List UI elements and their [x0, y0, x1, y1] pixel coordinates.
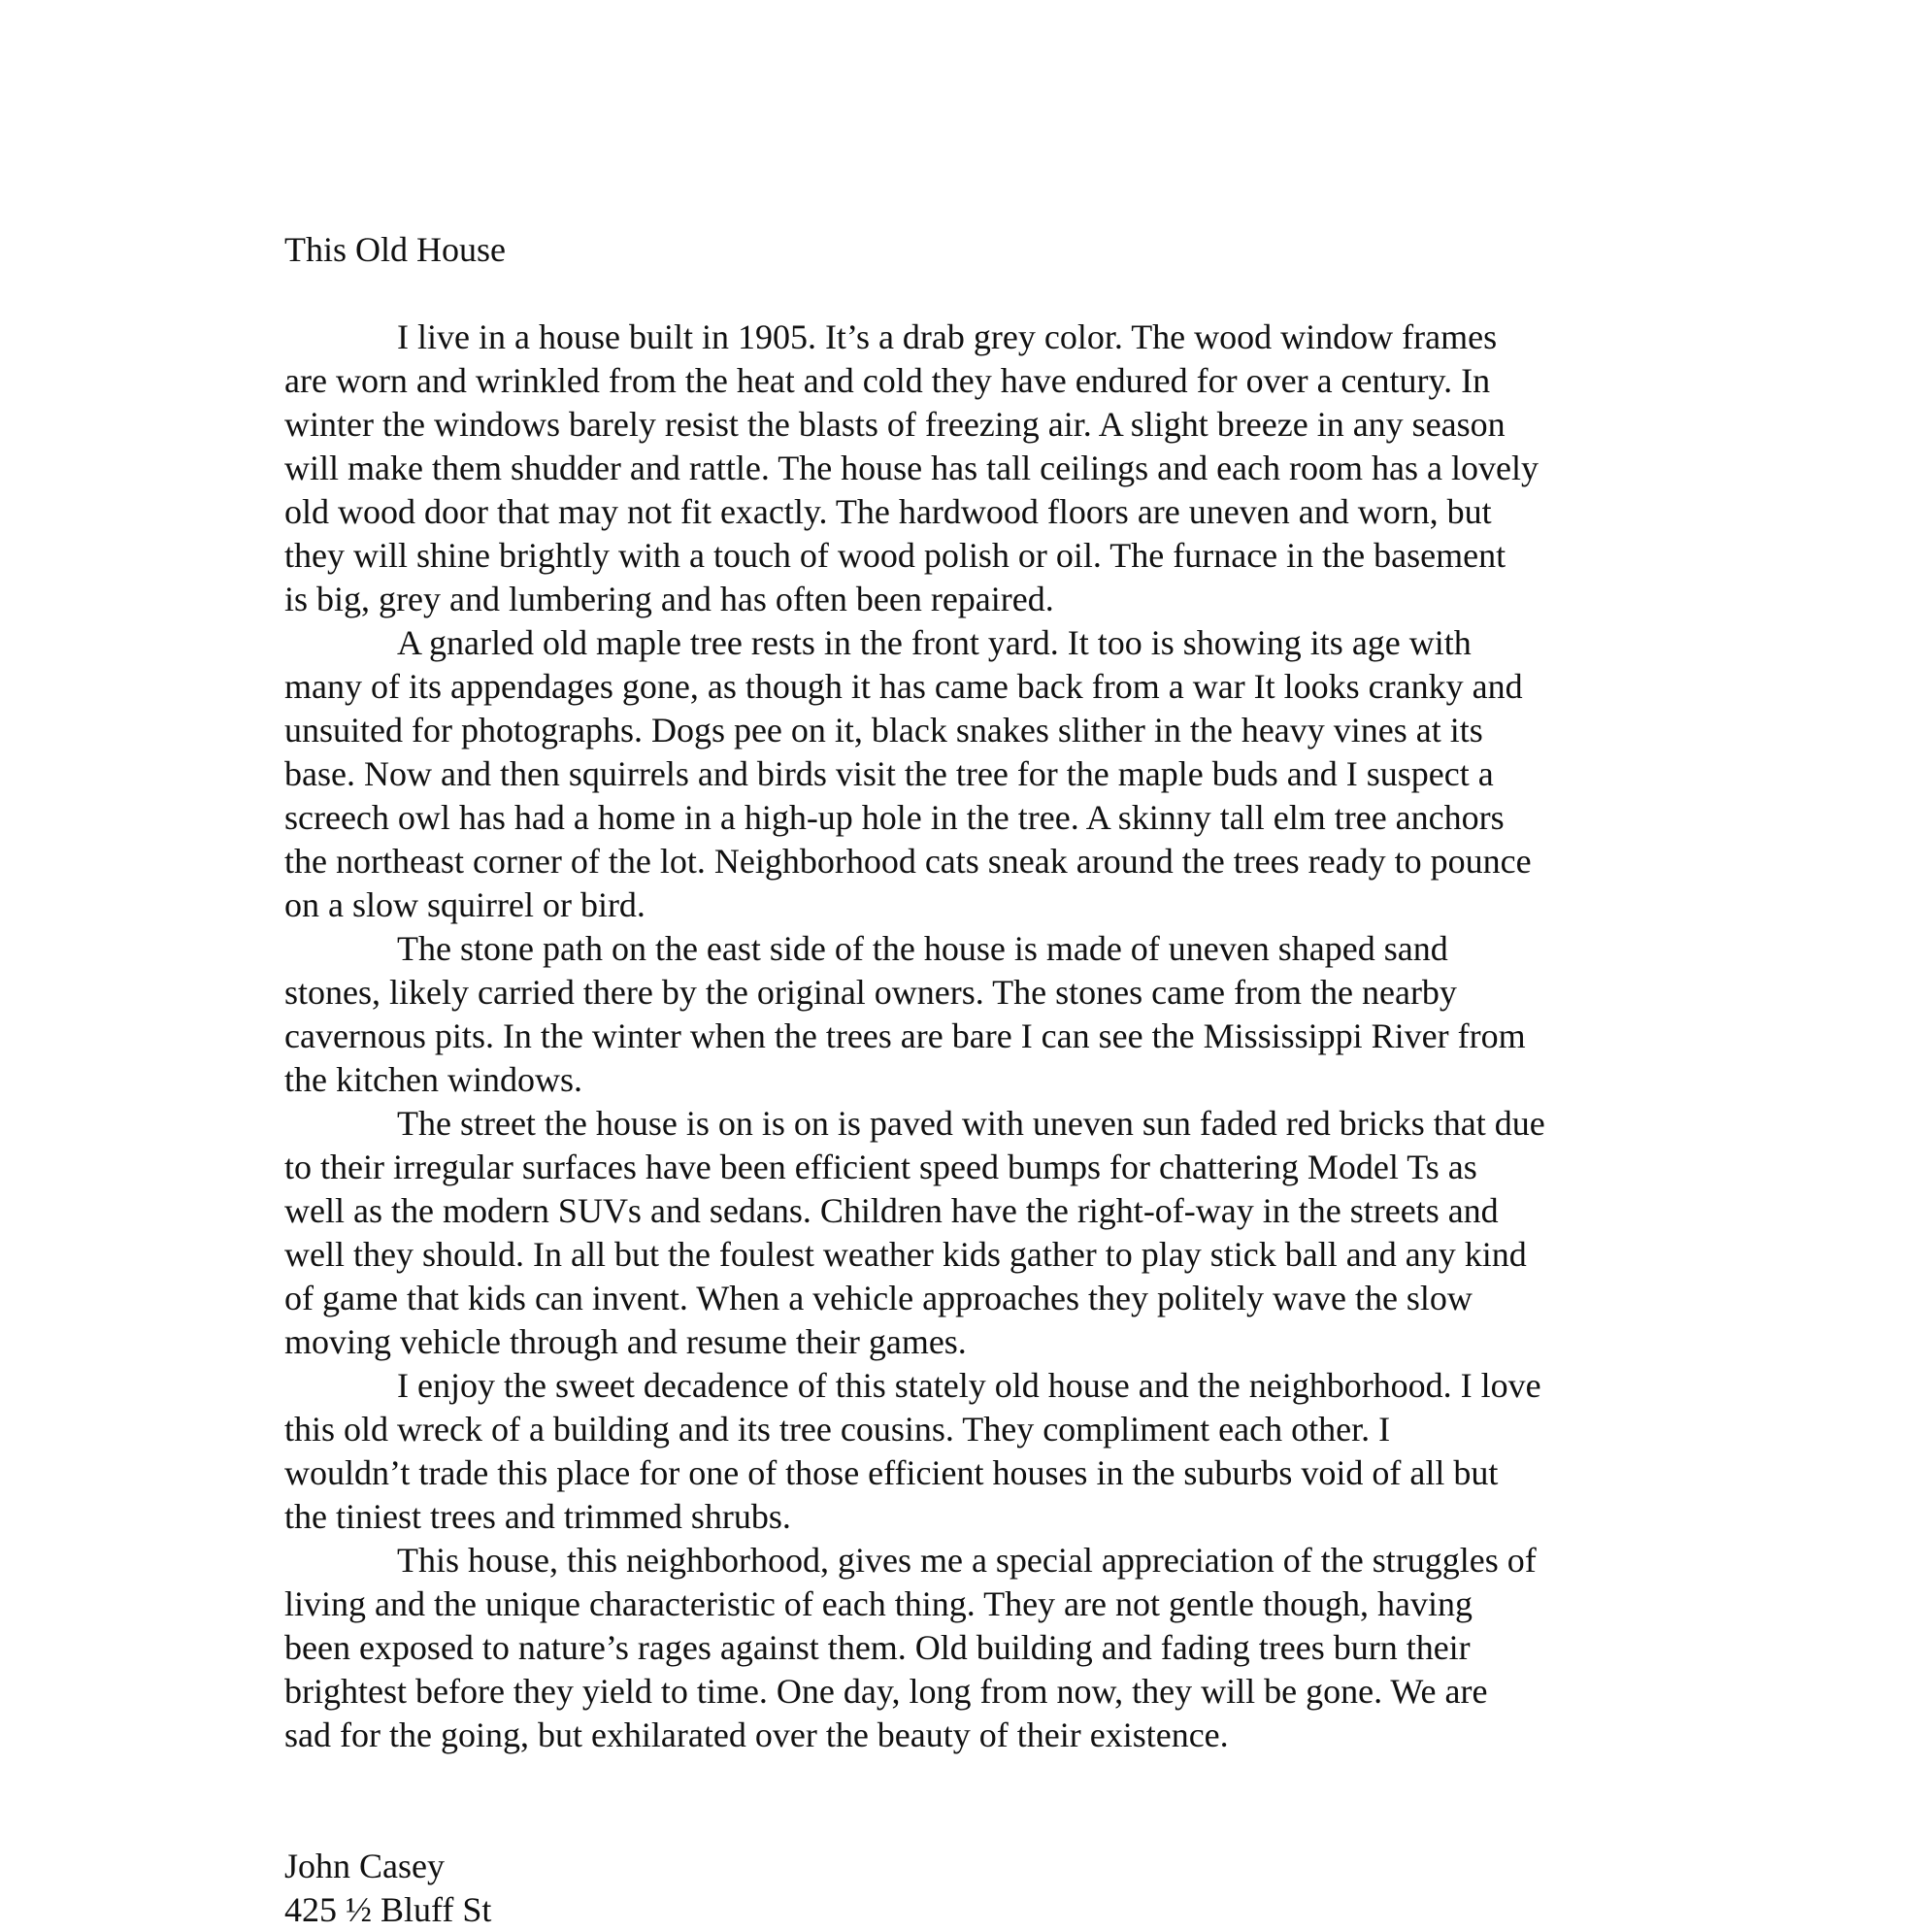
essay-line: the kitchen windows.	[284, 1060, 582, 1099]
essay-line: they will shine brightly with a touch of wood polish or oil. The furnace in the basement	[284, 536, 1506, 575]
essay-line: base. Now and then squirrels and birds visit the tree for the maple buds and I suspect a	[284, 754, 1494, 793]
essay-line: sad for the going, but exhilarated over the beauty of their existence.	[284, 1715, 1229, 1754]
essay-line: unsuited for photographs. Dogs pee on it, black snakes slither in the heavy vines at its	[284, 711, 1483, 749]
essay-line: is big, grey and lumbering and has often been repaired.	[284, 580, 1054, 618]
author-address: 425 ½ Bluff St	[284, 1890, 492, 1929]
essay-line: I live in a house built in 1905. It’s a drab grey color. The wood window frames	[397, 317, 1498, 356]
essay-line: The stone path on the east side of the house is made of uneven shaped sand	[397, 929, 1448, 968]
essay-line: winter the windows barely resist the blasts of freezing air. A slight breeze in any season	[284, 405, 1506, 444]
title-spacer	[284, 272, 1663, 316]
essay-line: will make them shudder and rattle. The house has tall ceilings and each room has a lovely	[284, 449, 1539, 487]
essay-line: screech owl has had a home in a high-up hole in the tree. A skinny tall elm tree anchors	[284, 798, 1505, 837]
essay-line: the northeast corner of the lot. Neighborhood cats sneak around the trees ready to pounce	[284, 842, 1532, 881]
essay-line: stones, likely carried there by the original owners. The stones came from the nearby	[284, 973, 1457, 1012]
essay-line: well as the modern SUVs and sedans. Children have the right-of-way in the streets and	[284, 1191, 1499, 1230]
essay-line: of game that kids can invent. When a vehicle approaches they politely wave the slow	[284, 1279, 1473, 1317]
essay-line: the tiniest trees and trimmed shrubs.	[284, 1497, 791, 1536]
document-title: This Old House	[284, 230, 506, 269]
essay-line: well they should. In all but the foulest weather kids gather to play stick ball and any kind	[284, 1235, 1527, 1274]
essay-line: many of its appendages gone, as though it has came back from a war It looks cranky and	[284, 667, 1523, 706]
essay-line: are worn and wrinkled from the heat and cold they have endured for over a century. In	[284, 361, 1491, 400]
essay-line: This house, this neighborhood, gives me a special appreciation of the struggles of	[397, 1541, 1537, 1580]
essay-line: I enjoy the sweet decadence of this stately old house and the neighborhood. I love	[397, 1366, 1541, 1405]
essay-line: brightest before they yield to time. One day, long from now, they will be gone. We are	[284, 1672, 1488, 1711]
essay-line: old wood door that may not fit exactly. The hardwood floors are uneven and worn, but	[284, 492, 1492, 531]
essay-text	[284, 316, 1663, 1757]
essay-line: The street the house is on is on is paved with uneven sun faded red bricks that due	[397, 1104, 1545, 1143]
essay-line: been exposed to nature’s rages against them. Old building and fading trees burn their	[284, 1628, 1471, 1667]
signature-spacer	[284, 1757, 1663, 1845]
essay-line: cavernous pits. In the winter when the trees are bare I can see the Mississippi River from	[284, 1016, 1526, 1055]
essay-line: this old wreck of a building and its tree cousins. They compliment each other. I	[284, 1410, 1391, 1449]
document-body	[284, 228, 1663, 1932]
essay-line: moving vehicle through and resume their games.	[284, 1322, 967, 1361]
essay-line: wouldn’t trade this place for one of those efficient houses in the suburbs void of all but	[284, 1453, 1499, 1492]
essay-line: to their irregular surfaces have been efficient speed bumps for chattering Model Ts as	[284, 1148, 1477, 1186]
essay-line: living and the unique characteristic of each thing. They are not gentle though, having	[284, 1584, 1473, 1623]
author-name: John Casey	[284, 1847, 445, 1885]
essay-line: on a slow squirrel or bird.	[284, 885, 646, 924]
essay-line: A gnarled old maple tree rests in the front yard. It too is showing its age with	[397, 623, 1472, 662]
